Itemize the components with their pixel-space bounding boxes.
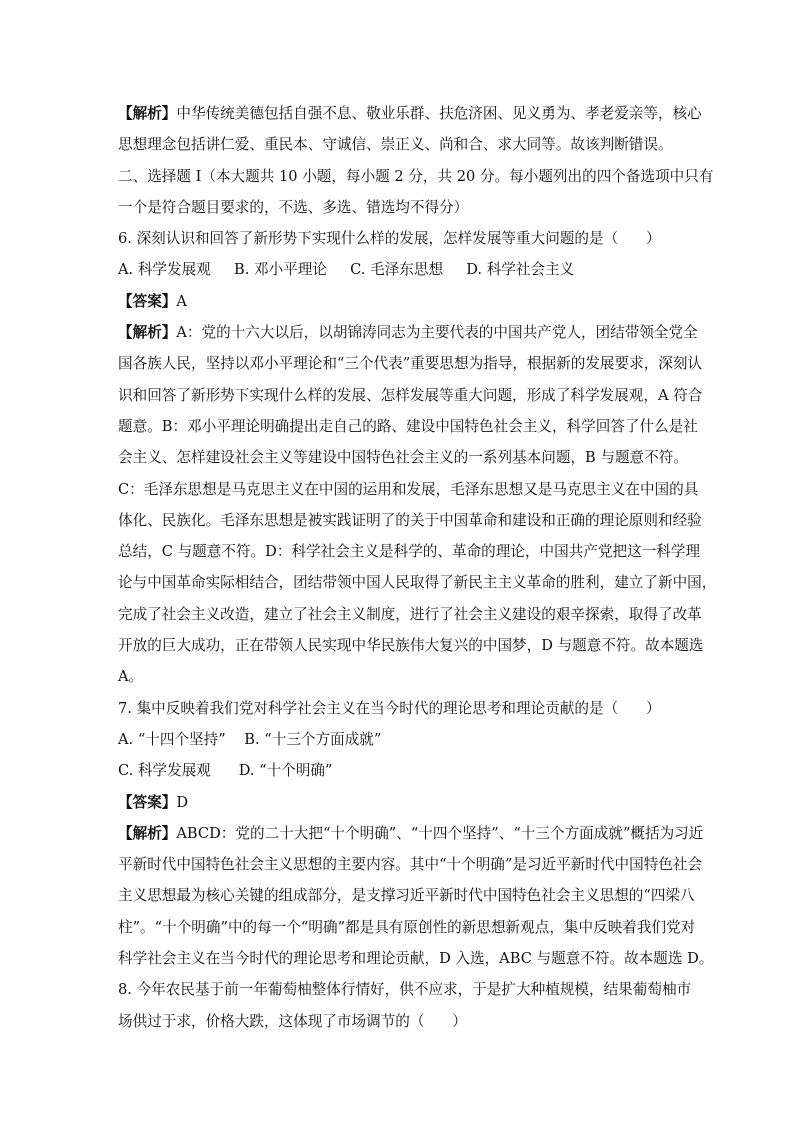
analysis-line: 识和回答了新形势下实现什么样的发展、怎样发展等重大问题，形成了科学发展观，A 符合: [118, 386, 703, 404]
analysis-line: 完成了社会主义改造，建立了社会主义制度，进行了社会主义建设的艰辛探索，取得了改革: [118, 605, 702, 623]
question-8-stem: 8. 今年农民基于前一年葡萄柚整体行情好，供不应求，于是扩大种植规模，结果葡萄柚市: [118, 981, 692, 999]
question-7-stem: 7. 集中反映着我们党对科学社会主义在当今时代的理论思考和理论贡献的是（ ）: [118, 699, 661, 717]
analysis-line: 平新时代中国特色社会主义思想的主要内容。其中“十个明确”是习近平新时代中国特色社会: [118, 856, 703, 874]
question-8-stem: 场供过于求，价格大跌，这体现了市场调节的（ ）: [118, 1012, 467, 1030]
analysis-line: 【解析】ABCD：党的二十大把“十个明确”、“十四个坚持”、“十三个方面成就”概括为习近: [118, 824, 704, 842]
analysis-line: 体化、民族化。毛泽东思想是被实践证明了的关于中国革命和建设和正确的理论原则和经验: [118, 511, 702, 529]
answer-line: 【答案】D: [118, 793, 189, 811]
analysis-line: 【解析】A：党的十六大以后，以胡锦涛同志为主要代表的中国共产党人，团结带领全党全: [118, 324, 698, 342]
answer-label: 【答案】: [118, 793, 177, 811]
analysis-line: 柱”。“十个明确”中的每一个“明确”都是具有原创性的新思想新观点，集中反映着我们党对: [118, 918, 696, 936]
section-heading: 二、选择题 I（本大题共 10 小题，每小题 2 分，共 20 分。每小题列出的四个备选项中只有: [118, 167, 714, 185]
analysis-line: 科学社会主义在当今时代的理论思考和理论贡献，D 入选，ABC 与题意不符。故本题选 D。: [118, 950, 714, 968]
analysis-line: C：毛泽东思想是马克思主义在中国的运用和发展，毛泽东思想又是马克思主义在中国的具: [118, 480, 699, 498]
analysis-label: 【解析】: [118, 105, 177, 122]
analysis-line: A。: [118, 668, 144, 686]
question-7-options-cd: C. 科学发展观 D. “十个明确”: [118, 762, 333, 780]
analysis-line: 总结，C 与题意不符。D：科学社会主义是科学的、革命的理论，中国共产党把这一科学理: [118, 543, 701, 561]
document-page: [118, 98, 717, 1037]
analysis-label: 【解析】: [118, 824, 177, 842]
section-instructions: 一个是符合题目要求的，不选、多选、错选均不得分）: [118, 198, 469, 216]
analysis-line: 开放的巨大成功，正在带领人民实现中华民族伟大复兴的中国梦，D 与题意不符。故本题选: [118, 637, 704, 655]
analysis-line: 题意。B：邓小平理论明确提出走自己的路、建设中国特色社会主义，科学回答了什么是社: [118, 417, 698, 435]
answer-label: 【答案】: [118, 292, 177, 310]
analysis-line: 主义思想最为核心关键的组成部分，是支撑习近平新时代中国特色社会主义思想的“四梁八: [118, 887, 695, 905]
analysis-line: 会主义、怎样建设社会主义等建设中国特色社会主义的一系列基本问题，B 与题意不符。: [118, 449, 688, 467]
analysis-line: 【解析】中华传统美德包括自强不息、敬业乐群、扶危济困、见义勇为、孝老爱亲等，核心: [118, 105, 702, 122]
question-6-options: A. 科学发展观 B. 邓小平理论 C. 毛泽东思想 D. 科学社会主义: [118, 261, 575, 279]
analysis-line: 论与中国革命实际相结合，团结带领中国人民取得了新民主主义革命的胜利，建立了新中国，: [118, 574, 717, 592]
analysis-line: 国各族人民，坚持以邓小平理论和“三个代表”重要思想为指导，根据新的发展要求，深刻认: [118, 355, 703, 373]
question-7-options-ab: A. “十四个坚持” B. “十三个方面成就”: [118, 730, 382, 748]
answer-line: 【答案】A: [118, 292, 187, 310]
question-6-stem: 6. 深刻认识和回答了新形势下实现什么样的发展，怎样发展等重大问题的是（ ）: [118, 230, 661, 248]
analysis-line: 思想理念包括讲仁爱、重民本、守诚信、崇正义、尚和合、求大同等。故该判断错误。: [118, 136, 673, 154]
analysis-label: 【解析】: [118, 324, 177, 342]
